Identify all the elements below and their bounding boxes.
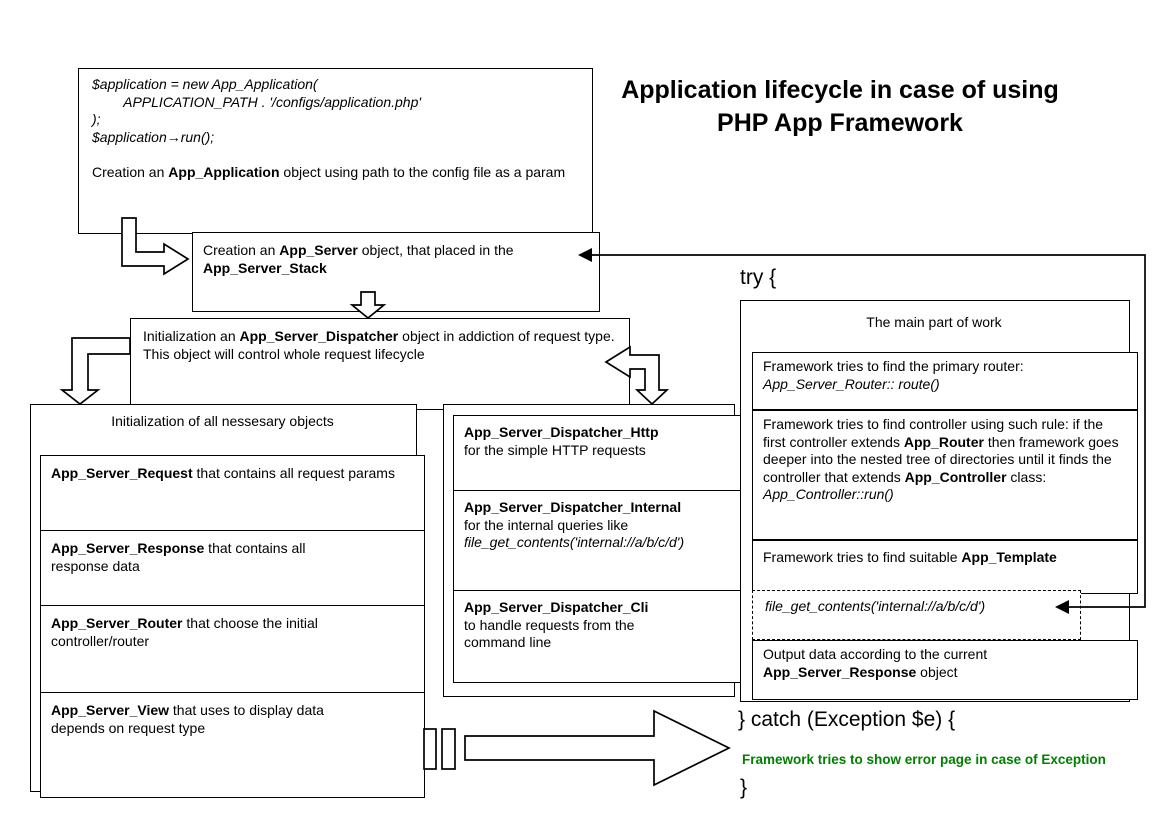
init-item-view: App_Server_View that uses to display data depends on request type	[40, 692, 425, 798]
page-title	[575, 74, 1105, 140]
init-item-request: App_Server_Request that contains all request params	[40, 455, 425, 538]
main-work-title: The main part of work	[866, 314, 1002, 330]
dispatcher-internal-box: App_Server_Dispatcher_Internal for the internal queries like file_get_contents('internal://a/b/c/d')	[453, 490, 747, 596]
step-find-router-box: Framework tries to find the primary router: App_Server_Router:: route()	[752, 352, 1138, 410]
step-find-controller-box: Framework tries to find controller using such rule: if the first controller extends App_Router then framework goes deeper into the nested tree of directories until it finds the controller that extends App_Controller class: App_Controller::run()	[752, 410, 1138, 540]
try-open-label: try {	[740, 266, 777, 289]
dispatcher-box: Initialization an App_Server_Dispatcher object in addiction of request type. This object will control whole request lifecycle	[130, 318, 630, 410]
step-output-box: Output data according to the current App_Server_Response object	[752, 640, 1138, 700]
catch-label: } catch (Exception $e) {	[738, 708, 956, 731]
catch-close-label: }	[740, 776, 748, 799]
app-application-box: $application = new App_Application( APPLICATION_PATH . '/configs/application.php' ); $application→run(); Creation an App_Application object using path to the config file as a param	[78, 68, 593, 234]
init-item-response: App_Server_Response that contains all response data	[40, 530, 425, 613]
arrow-dispatcher-to-init-group	[62, 338, 130, 404]
flow-arrow-to-catch	[465, 711, 729, 785]
step-find-template-box: Framework tries to find suitable App_Template	[752, 540, 1138, 594]
internal-call-box: file_get_contents('internal://a/b/c/d')	[752, 590, 1081, 640]
init-item-router: App_Server_Router that choose the initial controller/router	[40, 605, 425, 700]
dispatcher-http-box: App_Server_Dispatcher_Http for the simple HTTP requests	[453, 415, 747, 496]
app-server-box: Creation an App_Server object, that placed in the App_Server_Stack	[192, 232, 600, 312]
page-title-line1: Application lifecycle in case of using	[621, 76, 1059, 104]
flow-bar-1	[424, 729, 436, 769]
page-title-line2: PHP App Framework	[717, 109, 963, 137]
init-objects-title: Initialization of all nessesary objects	[111, 413, 334, 429]
flow-bar-2	[442, 729, 455, 769]
dispatcher-cli-box: App_Server_Dispatcher_Cli to handle requests from the command line	[453, 590, 747, 683]
error-message: Framework tries to show error page in case of Exception	[742, 752, 1106, 767]
